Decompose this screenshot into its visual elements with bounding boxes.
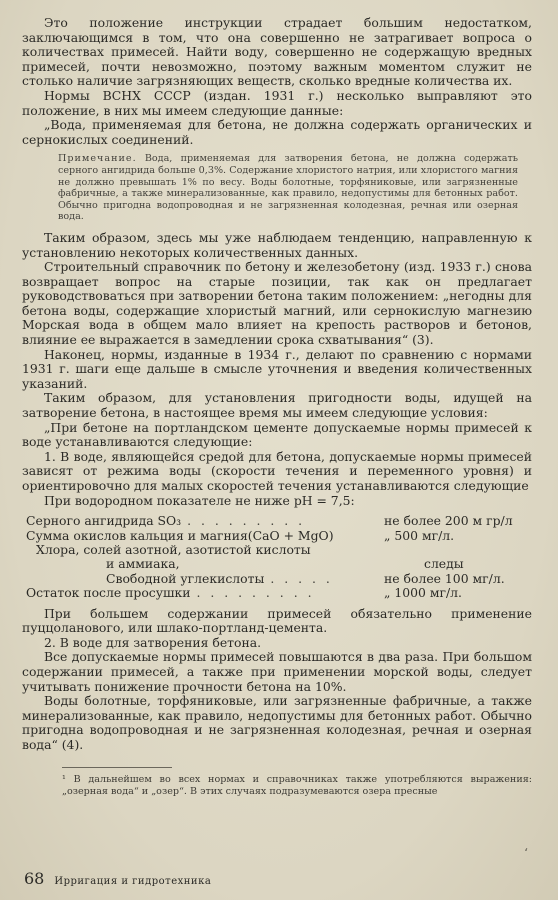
limit-label: Остаток после просушки bbox=[26, 585, 191, 601]
limit-row bbox=[26, 557, 532, 571]
footnote: ¹ В дальнейшем во всех нормах и справочниках также употребляются выражения: „озерная вода“ и „озер“. В этих случаях подразумеваются озера пресные bbox=[62, 773, 532, 797]
limit-row bbox=[26, 529, 532, 543]
paragraph-5: Строительный справочник по бетону и железобетону (изд. 1933 г.) снова возвращает вопрос на старые позиции, так как он предлагает руководствоваться при затворении бетона таким положением: „негодны для бетона воды, содержащие хлористый магний, или сернокислую магнезию Морская вода в общем мало влияет на крепость растворов и бетонов, влияние ее выражается в замедлении срока схватывания“ (3). bbox=[22, 259, 532, 348]
limit-row bbox=[26, 514, 532, 528]
note-block bbox=[22, 147, 532, 231]
leader-dots bbox=[180, 557, 384, 571]
paragraph-intro-1: Это положение инструкции страдает большим недостатком, заключающимся в том, что она совершенно не затрагивает вопроса о количествах примесей. Найти воду, совершенно не содержащую вредных примесей, почти невозможно, поэтому важным моментом служит не столько наличие загрязняющих веществ, сколько вредные количества их. bbox=[22, 15, 532, 89]
running-title: Ирригация и гидротехника bbox=[54, 876, 212, 887]
paragraph-11: При большем содержании примесей обязательно применение пуццоланового, или шлако-портланд-цемента. bbox=[22, 605, 532, 636]
limit-label: Сумма окислов кальция и магния(CaO + MgO) bbox=[26, 527, 334, 543]
paragraph-intro-3: „Вода, применяемая для бетона, не должна содержать органических и сернокислых соединений. bbox=[22, 117, 532, 147]
note-text: Вода, применяемая для затворения бетона, не должна содержать серного ангидрида больше 0,3%. Содержание хлористого натрия, или хлористого магния не должно превышать 1% по весу. Воды болотные, торфяниковые, или загрязненные фабричные, а также минерализованные, как правило, недопустимы для бетонных работ. Обычно пригодна водопроводная и не загрязненная колодезная, речная или озерная вода. bbox=[58, 153, 518, 223]
limit-label: Серного ангидрида SO₃ bbox=[26, 513, 182, 529]
paragraph-9: 1. В воде, являющейся средой для бетона, допускаемые нормы примесей зависят от режима воды (скорости течения и переменного уровня) и ориентировочно для малых скоростей течения устанавливаются следующие bbox=[22, 448, 532, 493]
paragraph-13: Все допускаемые нормы примесей повышаются в два раза. При большом содержании примесей, а также при применении морской воды, следует учитывать понижение прочности бетона на 10%. bbox=[22, 649, 532, 694]
limit-value bbox=[384, 543, 532, 557]
leader-dots bbox=[334, 529, 384, 543]
paragraph-12: 2. В воде для затворения бетона. bbox=[44, 634, 262, 650]
limit-value: не более 100 мг/л. bbox=[384, 570, 505, 586]
leader-dots: . . . . . . . . . bbox=[187, 514, 306, 529]
page-number: 68 bbox=[24, 869, 45, 888]
limit-label: и аммиака, bbox=[106, 556, 180, 572]
limit-label: Свободной углекислоты bbox=[106, 570, 265, 586]
paragraph-8: „При бетоне на портландском цементе допускаемые нормы примесей к воде устанавливаются следующие: bbox=[22, 419, 532, 450]
leader-dots: . . . . . . . . . bbox=[196, 586, 315, 601]
paragraph-10: При водородном показателе не ниже pH = 7,5: bbox=[44, 492, 355, 508]
limit-row bbox=[26, 586, 532, 600]
limits-table bbox=[22, 514, 532, 600]
paragraph-7: Таким образом, для установления пригодности воды, идущей на затворение бетона, в настоящее время мы имеем следующие условия: bbox=[22, 390, 532, 421]
limit-value: не более 200 м гр/л bbox=[384, 513, 513, 529]
limit-value: „ 1000 мг/л. bbox=[384, 585, 462, 601]
footnote-divider bbox=[62, 767, 172, 768]
limit-value: следы bbox=[424, 556, 464, 572]
paragraph-6: Наконец, нормы, изданные в 1934 г., делают по сравнению с нормами 1931 г. шаги еще дальше в смысле уточнения и введения количественных указаний. bbox=[22, 346, 532, 391]
note-lead: Примечание. bbox=[58, 153, 137, 165]
limit-row bbox=[26, 572, 532, 586]
limit-label: Хлора, солей азотной, азотистой кислоты bbox=[36, 542, 311, 557]
limit-value: „ 500 мг/л. bbox=[384, 527, 455, 543]
paragraph-14: Воды болотные, торфяниковые, или загрязненные фабричные, а также минерализованные, как правило, недопустимы для бетонных работ. Обычно пригодна водопроводная и не загрязненная колодезная, речная и озерная вода“ (4). bbox=[22, 693, 532, 752]
leader-dots bbox=[311, 543, 384, 557]
page-footer bbox=[24, 869, 532, 888]
corner-mark: ʻ bbox=[524, 846, 528, 860]
limit-row bbox=[26, 543, 532, 557]
leader-dots: . . . . . bbox=[270, 571, 333, 586]
paragraph-4: Таким образом, здесь мы уже наблюдаем тенденцию, направленную к установлению некоторых количественных данных. bbox=[22, 229, 532, 260]
paragraph-intro-2: Нормы ВСНХ СССР (издан. 1931 г.) несколько выправляют это положение, в них мы имеем следующие данные: bbox=[22, 87, 532, 118]
